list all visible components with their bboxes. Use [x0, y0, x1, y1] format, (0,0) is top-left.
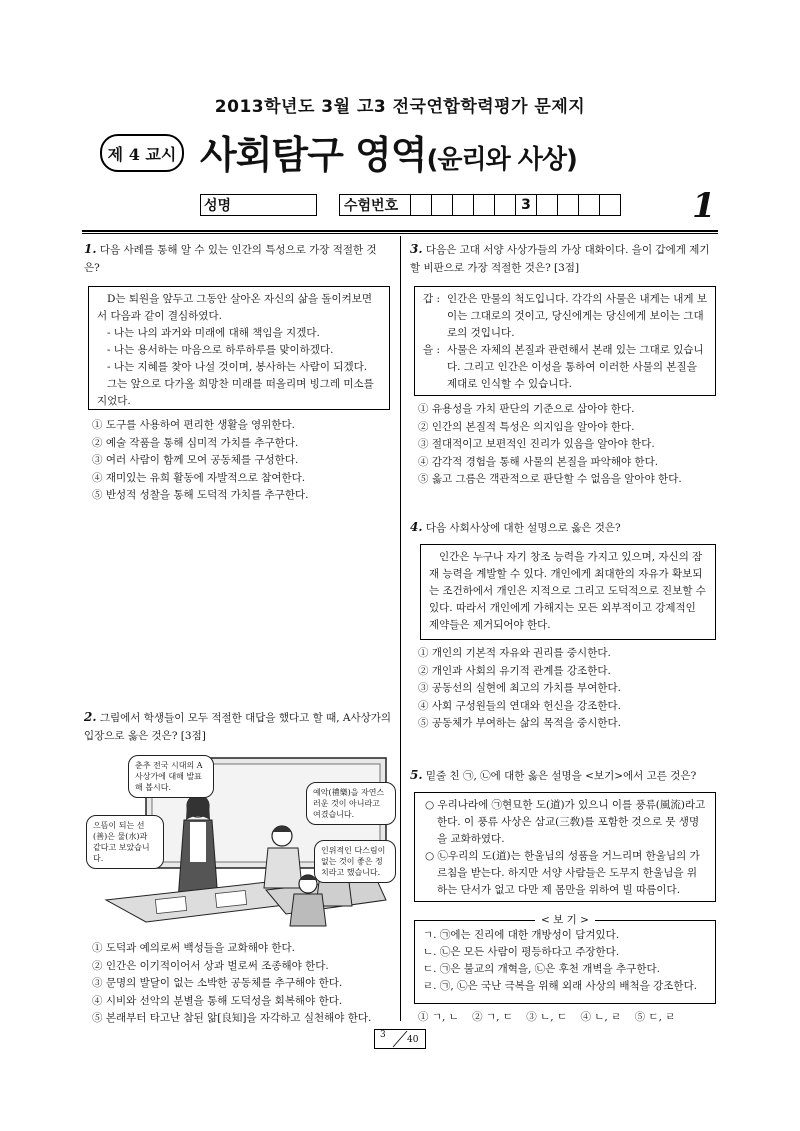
- exam-digit: [558, 194, 579, 216]
- exam-title: 2013학년도 3월 고3 전국연합학력평가 문제지: [214, 97, 586, 117]
- subject-title: [200, 124, 577, 179]
- exam-digit: 3: [516, 194, 537, 216]
- choice[interactable]: ⑤ 본래부터 타고난 참된 앎[良知]을 자각하고 실천해야 한다.: [92, 1012, 372, 1024]
- question-number: 5.: [410, 768, 423, 782]
- question-3: [410, 240, 718, 277]
- question-number: 3.: [410, 242, 423, 256]
- passage-line: - 나는 용서하는 마음으로 하루하루를 맞이하겠다.: [107, 344, 334, 356]
- choice[interactable]: ⑤ 반성적 성찰을 통해 도덕적 가치를 추구한다.: [92, 489, 309, 501]
- choice[interactable]: ① 유용성을 가치 판단의 기준으로 삼아야 한다.: [418, 403, 635, 415]
- header-divider: [82, 230, 718, 232]
- subject-main: 사회탐구 영역: [200, 133, 427, 177]
- q1-passage-box: [88, 286, 390, 410]
- question-number: 2.: [84, 710, 97, 724]
- q3-choices: [418, 401, 682, 489]
- question-2: [84, 708, 392, 745]
- choice[interactable]: ⑤ 옳고 그름은 객관적으로 판단할 수 없음을 알아야 한다.: [418, 473, 682, 485]
- exam-digit: [600, 194, 621, 216]
- q5-bogi-box: [414, 914, 716, 1004]
- speech: 사물은 자체의 본질과 관련해서 본래 있는 그대로 있습니다. 그리고 인간은 이성을 통하여 이러한 사물의 본질을 제대로 인식할 수 있습니다.: [447, 344, 704, 390]
- exam-digit: [537, 194, 558, 216]
- choice[interactable]: ① 도덕과 예의로써 백성들을 교화해야 한다.: [92, 942, 295, 954]
- bogi-item: ㄷ. ㉠은 불교의 개혁을, ㉡은 후천 개벽을 추구한다.: [423, 963, 660, 975]
- speaker: 갑 :: [423, 293, 441, 305]
- choice[interactable]: ② 인간은 이기적이어서 상과 벌로써 조종해야 한다.: [92, 959, 329, 972]
- id-row: [200, 194, 621, 216]
- choice[interactable]: ② 인간의 본질적 특성은 의지임을 알아야 한다.: [418, 420, 635, 433]
- passage-line: ○ ㉡우리의 도(道)는 한울님의 성품을 거느리며 한울님의 가르침을 받는다. 하지만 서양 사람들은 도무지 한울님을 위하는 단서가 없고 다만 제 몸만을 위하여 빌 따름이다.: [425, 850, 700, 896]
- question-text: 그림에서 학생들이 모두 적절한 대답을 했다고 할 때, A사상가의 입장으로 옳은 것은? [3점]: [84, 712, 392, 742]
- q3-dialogue-box: [414, 286, 716, 396]
- choice[interactable]: ① 도구를 사용하여 편리한 생활을 영위한다.: [92, 419, 295, 431]
- exam-digit: [579, 194, 600, 216]
- exam-digit: [474, 194, 495, 216]
- choice[interactable]: ④ 재미있는 유희 활동에 자발적으로 참여한다.: [92, 471, 306, 484]
- footer-total: 40: [407, 1035, 419, 1045]
- name-label: 성명: [200, 194, 236, 216]
- choice[interactable]: ③ 공동선의 실현에 최고의 가치를 부여한다.: [418, 682, 621, 694]
- bogi-item: ㄹ. ㉠, ㉡은 국난 극복을 위해 외래 사상의 배척을 강조한다.: [423, 980, 698, 992]
- period-badge: 제 4 교시: [100, 134, 184, 172]
- bogi-item: ㄱ. ㉠에는 진리에 대한 개방성이 담겨있다.: [423, 929, 620, 941]
- header-divider-thin: [82, 233, 718, 234]
- question-text: 다음 사례를 통해 알 수 있는 인간의 특성으로 가장 적절한 것은?: [84, 244, 377, 274]
- passage-line: ○ 우리나라에 ㉠현묘한 도(道)가 있으니 이를 풍류(風流)라고 한다. 이 풍류 사상은 삼교(三敎)를 포함한 것으로 뭇 생명을 교화하였다.: [425, 799, 706, 845]
- name-field: [236, 194, 317, 216]
- bogi-label: < 보 기 >: [535, 914, 595, 926]
- bogi-label-wrap: [415, 912, 715, 929]
- q4-choices: [418, 645, 621, 733]
- question-number: 4.: [410, 520, 423, 534]
- choice[interactable]: ④ 감각적 경험을 통해 사물의 본질을 파악해야 한다.: [418, 455, 659, 468]
- choice[interactable]: ③ 여러 사람이 함께 모여 공동체를 구성한다.: [92, 454, 299, 466]
- subject-sub: (윤리와 사상): [426, 145, 577, 175]
- dialogue-line: [423, 291, 707, 342]
- question-text: 다음은 고대 서양 사상가들의 가상 대화이다. 을이 갑에게 제기할 비판으로 가장 적절한 것은? [3점]: [410, 244, 710, 274]
- page-footer: [374, 1029, 426, 1049]
- choice[interactable]: ① 개인의 기본적 자유와 권리를 중시한다.: [418, 647, 611, 659]
- speech: 인간은 만물의 척도입니다. 각각의 사물은 내게는 내게 보이는 그대로의 것이고, 당신에게는 당신에게 보이는 그대로의 것입니다.: [447, 293, 707, 339]
- q1-choices: [92, 417, 308, 505]
- exam-digit: [495, 194, 516, 216]
- question-5: [410, 766, 718, 785]
- passage-line: - 나는 지혜를 찾아 나설 것이며, 봉사하는 사람이 되겠다.: [107, 361, 368, 373]
- q5-choices[interactable]: ① ㄱ, ㄴ ② ㄱ, ㄷ ③ ㄴ, ㄷ ④ ㄴ, ㄹ ⑤ ㄷ, ㄹ: [418, 1011, 676, 1023]
- choice[interactable]: ④ 시비와 선악의 분별을 통해 도덕성을 회복해야 한다.: [92, 994, 343, 1007]
- passage-line: D는 퇴원을 앞두고 그동안 살아온 자신의 삶을 돌이켜보면서 다음과 같이 결심하였다.: [97, 293, 373, 322]
- q4-passage-box: 인간은 누구나 자기 창조 능력을 가지고 있으며, 자신의 잠재 능력을 계발할 수 있다. 개인에게 최대한의 자유가 확보되는 조건하에서 개인은 지적으로 그리고 도덕적으로 진보할 수 있다. 따라서 개인에게 가해지는 모든 외부적이고 강제적인 제약들은 제거되어야 한다.: [420, 544, 716, 640]
- footer-page: 3: [380, 1030, 386, 1040]
- question-4: [410, 518, 718, 537]
- q2-choices: [92, 940, 371, 1028]
- student-speech-bubble: 으뜸이 되는 선(善)은 물(水)과 같다고 보았습니다.: [86, 815, 164, 869]
- choice[interactable]: ② 개인과 사회의 유기적 관계를 강조한다.: [418, 664, 611, 677]
- question-text: 다음 사회사상에 대한 설명으로 옳은 것은?: [425, 522, 621, 534]
- choice[interactable]: ③ 문명의 발달이 없는 소박한 공동체를 추구해야 한다.: [92, 977, 343, 989]
- student-speech-bubble: 예악(禮樂)을 자연스러운 것이 아니라고 여겼습니다.: [306, 782, 396, 825]
- exam-digit: [411, 194, 432, 216]
- exam-number-label: 수험번호: [339, 194, 411, 216]
- exam-digit: [432, 194, 453, 216]
- choice[interactable]: ④ 사회 구성원들의 연대와 헌신을 강조한다.: [418, 699, 621, 712]
- q5-passage-box: [414, 792, 716, 902]
- page-number: 1: [692, 186, 716, 226]
- question-text: 밑줄 친 ㉠, ㉡에 대한 옳은 설명을 <보기>에서 고른 것은?: [425, 770, 697, 782]
- passage-line: 그는 앞으로 다가올 희망찬 미래를 떠올리며 빙그레 미소를 지었다.: [97, 378, 374, 407]
- speaker: 을 :: [423, 344, 441, 356]
- choice[interactable]: ② 예술 작품을 통해 심미적 가치를 추구한다.: [92, 436, 299, 449]
- choice[interactable]: ⑤ 공동체가 부여하는 삶의 목적을 중시한다.: [418, 717, 621, 729]
- exam-digit: [453, 194, 474, 216]
- dialogue-line: [423, 342, 707, 393]
- passage-line: - 나는 나의 과거와 미래에 대해 책임을 지겠다.: [107, 327, 320, 339]
- bogi-item: ㄴ. ㉡은 모든 사람이 평등하다고 주장한다.: [423, 946, 620, 958]
- choice[interactable]: ③ 절대적이고 보편적인 진리가 있음을 알아야 한다.: [418, 438, 655, 450]
- student-speech-bubble: 인위적인 다스림이 없는 것이 좋은 정치라고 했습니다.: [314, 840, 396, 883]
- question-number: 1.: [84, 242, 97, 256]
- question-1: [84, 240, 392, 277]
- column-divider: [400, 236, 401, 1021]
- teacher-speech-bubble: 춘추 전국 시대의 A사상가에 대해 발표해 봅시다.: [128, 755, 214, 798]
